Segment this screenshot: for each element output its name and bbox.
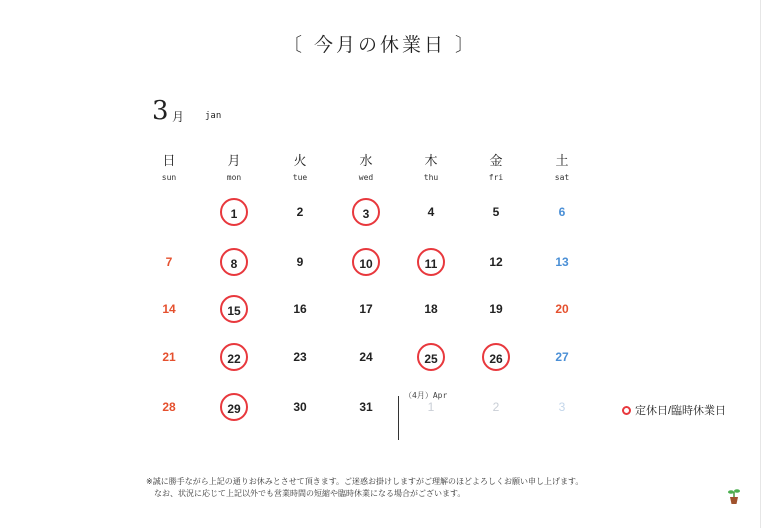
page-title: 〔 今月の休業日 〕 — [282, 34, 478, 56]
next-month-day: 2 — [492, 400, 500, 414]
closed-day: 10 — [352, 248, 380, 276]
potted-plant-icon — [724, 486, 744, 506]
closed-day: 25 — [417, 343, 445, 371]
calendar-day: 24 — [359, 350, 373, 364]
weekday-wed — [346, 150, 386, 182]
calendar-day: 13 — [555, 255, 569, 269]
calendar-day: 30 — [293, 400, 307, 414]
weekday-fri — [476, 150, 516, 182]
circle-icon — [622, 406, 631, 415]
closed-day: 26 — [482, 343, 510, 371]
weekday-tue — [280, 150, 320, 182]
calendar-day: 18 — [424, 302, 438, 316]
calendar-day: 2 — [296, 205, 304, 219]
closed-day: 3 — [352, 198, 380, 226]
closed-day: 29 — [220, 393, 248, 421]
calendar-day: 7 — [165, 255, 173, 269]
weekday-kanji: 火 — [293, 154, 307, 169]
closed-day: 1 — [220, 198, 248, 226]
weekday-kanji: 日 — [162, 154, 176, 169]
calendar-day: 23 — [293, 350, 307, 364]
weekday-kanji: 月 — [227, 154, 241, 169]
weekday-english: fri — [488, 173, 504, 182]
closed-day: 22 — [220, 343, 248, 371]
calendar-day: 14 — [162, 302, 176, 316]
weekday-english: sun — [161, 173, 177, 182]
calendar-day: 6 — [558, 205, 566, 219]
calendar-day: 4 — [427, 205, 435, 219]
closed-day: 8 — [220, 248, 248, 276]
calendar-day: 12 — [489, 255, 503, 269]
next-month-day: 1 — [427, 400, 435, 414]
weekday-sat — [542, 150, 582, 182]
calendar-day: 19 — [489, 302, 503, 316]
weekday-mon — [214, 150, 254, 182]
month-english: jan — [205, 111, 222, 121]
calendar-day: 9 — [296, 255, 304, 269]
calendar-day: 17 — [359, 302, 373, 316]
weekday-kanji: 木 — [424, 154, 438, 169]
calendar-day: 27 — [555, 350, 569, 364]
calendar-day: 20 — [555, 302, 569, 316]
next-month-day: 3 — [558, 400, 566, 414]
weekday-kanji: 金 — [489, 154, 503, 169]
legend — [622, 402, 726, 418]
weekday-thu — [411, 150, 451, 182]
weekday-english: mon — [226, 173, 242, 182]
closed-day: 11 — [417, 248, 445, 276]
calendar-day: 21 — [162, 350, 176, 364]
weekday-sun — [149, 150, 189, 182]
weekday-english: tue — [292, 173, 308, 182]
calendar-day: 31 — [359, 400, 373, 414]
closed-day: 15 — [220, 295, 248, 323]
month-divider — [398, 396, 399, 440]
note-line-1: ※誠に勝手ながら上記の通りお休みとさせて頂きます。ご迷惑お掛けしますがご理解のほどよろしくお願い申し上げます。 — [146, 477, 584, 486]
weekday-english: wed — [358, 173, 374, 182]
calendar-day: 5 — [492, 205, 500, 219]
legend-label: 定休日/臨時休業日 — [635, 405, 727, 417]
weekday-kanji: 水 — [359, 154, 373, 169]
next-month-label: （4月）Apr — [404, 391, 448, 400]
weekday-english: thu — [423, 173, 439, 182]
calendar-day: 28 — [162, 400, 176, 414]
month-number: 3 — [152, 96, 169, 126]
weekday-kanji: 土 — [555, 154, 569, 169]
note-line-2: なお、状況に応じて上記以外でも営業時間の短縮や臨時休業になる場合がございます。 — [154, 489, 466, 498]
month-kanji: 月 — [172, 110, 185, 124]
calendar-day: 16 — [293, 302, 307, 316]
weekday-english: sat — [554, 173, 570, 182]
